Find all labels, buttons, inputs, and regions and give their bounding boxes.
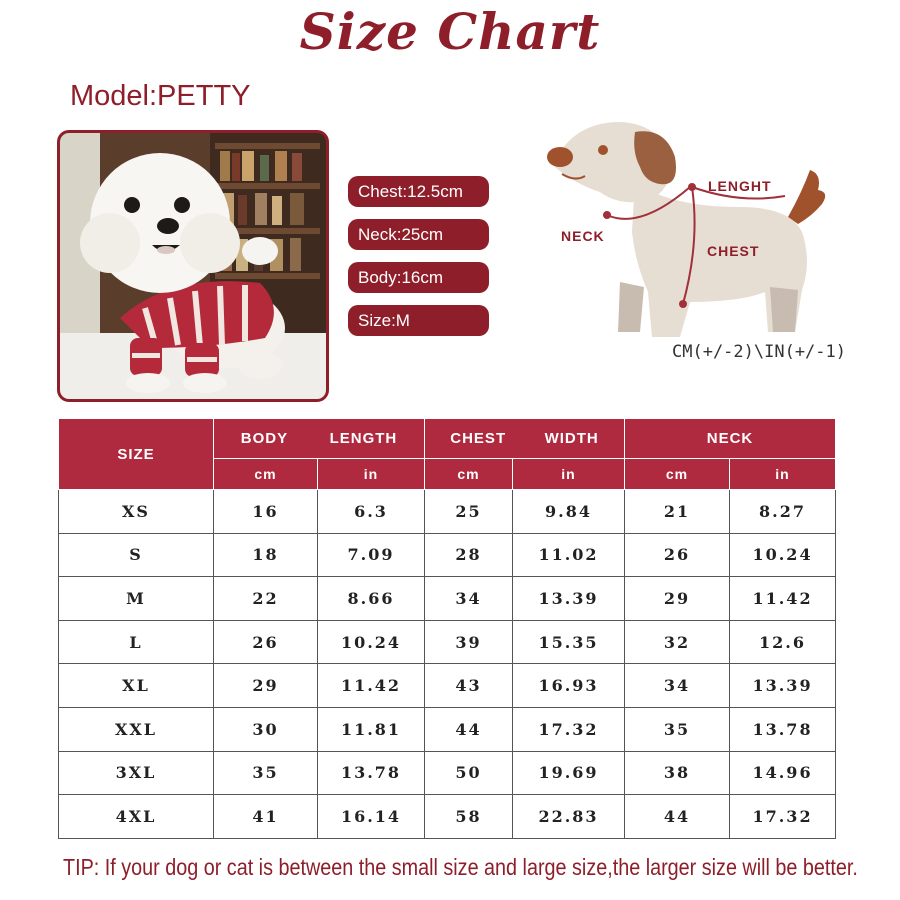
cell-neck-cm: 21 bbox=[625, 490, 730, 534]
table-row bbox=[59, 795, 836, 839]
unit-cm: cm bbox=[425, 459, 513, 490]
cell-chest-cm: 34 bbox=[425, 577, 513, 621]
cell-chest-in: 13.39 bbox=[513, 577, 625, 621]
unit-in: in bbox=[318, 459, 425, 490]
cell-neck-in: 13.39 bbox=[730, 664, 836, 708]
cell-neck-cm: 44 bbox=[625, 795, 730, 839]
cell-size: XS bbox=[59, 490, 214, 534]
spec-body: Body:16cm bbox=[348, 262, 489, 293]
cell-neck-in: 10.24 bbox=[730, 533, 836, 577]
cell-chest-in: 15.35 bbox=[513, 620, 625, 664]
cell-size: XXL bbox=[59, 707, 214, 751]
cell-size: M bbox=[59, 577, 214, 621]
cell-neck-in: 13.78 bbox=[730, 707, 836, 751]
label-chest: CHEST bbox=[707, 243, 760, 259]
spec-neck: Neck:25cm bbox=[348, 219, 489, 250]
header-chest-width bbox=[425, 419, 625, 459]
cell-neck-in: 12.6 bbox=[730, 620, 836, 664]
cell-chest-in: 19.69 bbox=[513, 751, 625, 795]
cell-size: 3XL bbox=[59, 751, 214, 795]
header-width: WIDTH bbox=[544, 430, 599, 447]
label-neck: NECK bbox=[561, 228, 605, 244]
cell-body-in: 11.42 bbox=[318, 664, 425, 708]
cell-neck-cm: 34 bbox=[625, 664, 730, 708]
table-row bbox=[59, 490, 836, 534]
header-length: LENGTH bbox=[329, 430, 398, 447]
cell-neck-cm: 35 bbox=[625, 707, 730, 751]
cell-neck-in: 8.27 bbox=[730, 490, 836, 534]
table-row bbox=[59, 577, 836, 621]
header-body-length bbox=[214, 419, 425, 459]
dog-photo bbox=[57, 130, 329, 402]
tip-note: TIP: If your dog or cat is between the small size and large size,the larger size will be better. bbox=[63, 854, 858, 880]
cell-body-cm: 18 bbox=[214, 533, 318, 577]
tolerance-note: CM(+/-2)\IN(+/-1) bbox=[672, 342, 846, 362]
cell-chest-in: 11.02 bbox=[513, 533, 625, 577]
cell-neck-in: 17.32 bbox=[730, 795, 836, 839]
cell-body-cm: 30 bbox=[214, 707, 318, 751]
cell-body-in: 7.09 bbox=[318, 533, 425, 577]
cell-chest-cm: 25 bbox=[425, 490, 513, 534]
table-row bbox=[59, 707, 836, 751]
cell-body-cm: 29 bbox=[214, 664, 318, 708]
dog-photo-illustration bbox=[60, 133, 326, 399]
cell-body-cm: 22 bbox=[214, 577, 318, 621]
model-label: Model:PETTY bbox=[70, 80, 251, 112]
cell-body-cm: 41 bbox=[214, 795, 318, 839]
cell-neck-cm: 26 bbox=[625, 533, 730, 577]
cell-size: XL bbox=[59, 664, 214, 708]
unit-in: in bbox=[730, 459, 836, 490]
cell-neck-in: 11.42 bbox=[730, 577, 836, 621]
cell-body-cm: 35 bbox=[214, 751, 318, 795]
page-title: Size Chart bbox=[299, 2, 601, 61]
size-table bbox=[58, 418, 836, 839]
dog-measurement-illustration bbox=[540, 112, 840, 377]
table-row bbox=[59, 533, 836, 577]
cell-neck-in: 14.96 bbox=[730, 751, 836, 795]
header-body: BODY bbox=[240, 430, 289, 447]
cell-chest-in: 9.84 bbox=[513, 490, 625, 534]
cell-body-in: 13.78 bbox=[318, 751, 425, 795]
cell-size: 4XL bbox=[59, 795, 214, 839]
table-row bbox=[59, 620, 836, 664]
cell-body-in: 8.66 bbox=[318, 577, 425, 621]
cell-chest-cm: 50 bbox=[425, 751, 513, 795]
cell-body-cm: 26 bbox=[214, 620, 318, 664]
cell-body-in: 6.3 bbox=[318, 490, 425, 534]
unit-cm: cm bbox=[625, 459, 730, 490]
cell-chest-cm: 39 bbox=[425, 620, 513, 664]
spec-size: Size:M bbox=[348, 305, 489, 336]
table-row bbox=[59, 751, 836, 795]
unit-cm: cm bbox=[214, 459, 318, 490]
cell-body-cm: 16 bbox=[214, 490, 318, 534]
label-lenght: LENGHT bbox=[708, 178, 772, 194]
cell-chest-in: 22.83 bbox=[513, 795, 625, 839]
spec-chest: Chest:12.5cm bbox=[348, 176, 489, 207]
cell-chest-cm: 43 bbox=[425, 664, 513, 708]
cell-chest-cm: 44 bbox=[425, 707, 513, 751]
cell-chest-in: 16.93 bbox=[513, 664, 625, 708]
header-chest: CHEST bbox=[450, 430, 507, 447]
cell-neck-cm: 38 bbox=[625, 751, 730, 795]
table-row bbox=[59, 664, 836, 708]
cell-neck-cm: 29 bbox=[625, 577, 730, 621]
cell-chest-cm: 28 bbox=[425, 533, 513, 577]
cell-body-in: 11.81 bbox=[318, 707, 425, 751]
cell-neck-cm: 32 bbox=[625, 620, 730, 664]
unit-in: in bbox=[513, 459, 625, 490]
cell-chest-in: 17.32 bbox=[513, 707, 625, 751]
cell-body-in: 10.24 bbox=[318, 620, 425, 664]
cell-size: L bbox=[59, 620, 214, 664]
header-size: SIZE bbox=[59, 419, 214, 490]
cell-size: S bbox=[59, 533, 214, 577]
header-neck: NECK bbox=[625, 419, 836, 459]
cell-chest-cm: 58 bbox=[425, 795, 513, 839]
cell-body-in: 16.14 bbox=[318, 795, 425, 839]
